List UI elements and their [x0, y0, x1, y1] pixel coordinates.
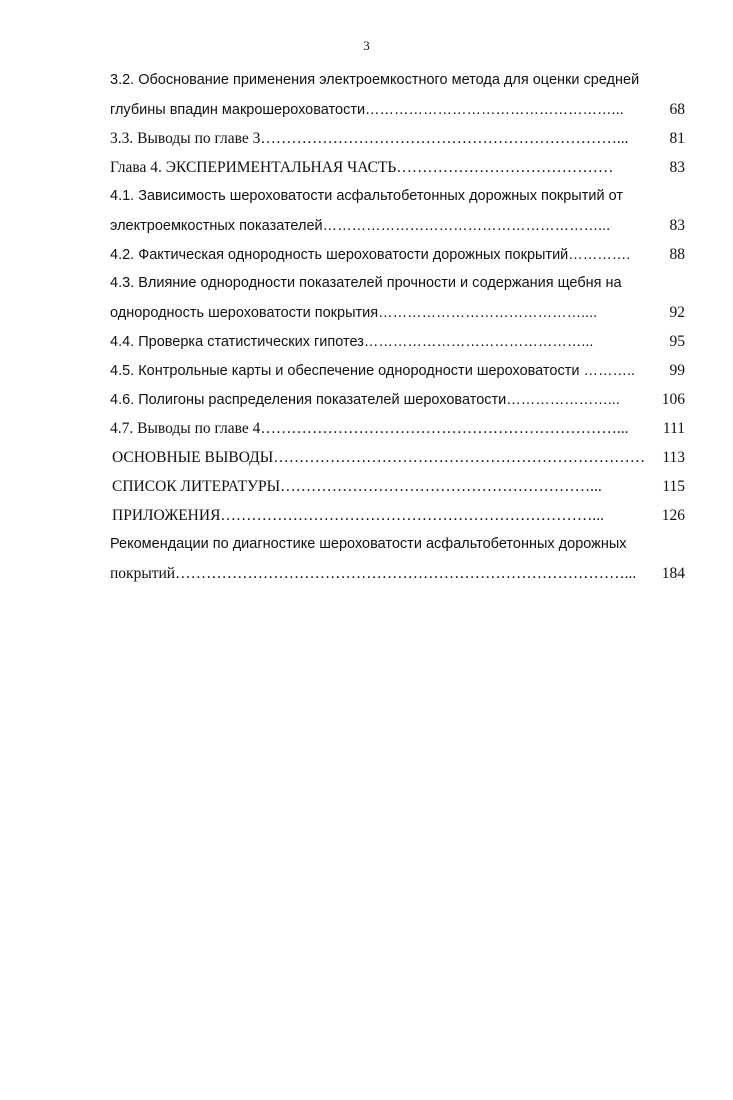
toc-entry-text: Рекомендации по диагностике шероховатости асфальтобетонных дорожных [110, 536, 627, 552]
toc-entry-4-6 [110, 385, 685, 414]
toc-entry-page: 68 [669, 101, 685, 118]
toc-entry-text: 3.2. Обоснование применения электроемкостного метода для оценки средней [110, 72, 640, 88]
toc-entry-page: 106 [661, 391, 685, 408]
toc-entry-3-3 [110, 124, 685, 153]
toc-entry-text: покрытий……………………………………………………………………………... [110, 565, 637, 582]
toc-entry-text: 4.2. Фактическая однородность шероховатости дорожных покрытий…………. [110, 247, 631, 263]
toc-entry-text: 4.4. Проверка статистических гипотез………………………………………... [110, 334, 594, 350]
toc-entry-appendices [110, 501, 685, 530]
toc-entry-recommendations-line-1 [110, 530, 685, 559]
toc-entry-text: 3.3. Выводы по главе 3……………………………………………………………... [110, 130, 629, 147]
toc-entry-recommendations-line-2 [110, 559, 685, 588]
toc-entry-3-2-line-2 [110, 95, 685, 124]
toc-entry-page: 83 [669, 159, 685, 176]
toc-entry-text: 4.1. Зависимость шероховатости асфальтобетонных дорожных покрытий от [110, 188, 623, 204]
toc-entry-chapter-4 [110, 153, 685, 182]
toc-entry-4-1-line-2 [110, 211, 685, 240]
toc-entry-references [110, 472, 685, 501]
toc-entry-page: 184 [661, 565, 685, 582]
toc-entry-text: 4.5. Контрольные карты и обеспечение однородности шероховатости ……….. [110, 363, 636, 379]
toc-entry-page: 115 [662, 478, 685, 495]
toc-entry-text: однородность шероховатости покрытия…………………………………….... [110, 305, 598, 321]
toc-entry-text: глубины впадин макрошероховатости……………………………………………... [110, 102, 624, 118]
toc-entry-text: 4.6. Полигоны распределения показателей шероховатости…………………... [110, 392, 620, 408]
toc-entry-main-conclusions [110, 443, 685, 472]
toc-entry-page: 92 [669, 304, 685, 321]
toc-entry-page: 126 [661, 507, 685, 524]
toc-entry-page: 88 [669, 246, 685, 263]
toc-entry-4-5 [110, 356, 685, 385]
toc-entry-text: СПИСОК ЛИТЕРАТУРЫ……………………………………………………... [112, 478, 602, 495]
toc-entry-text: 4.3. Влияние однородности показателей прочности и содержания щебня на [110, 275, 622, 291]
toc-entry-4-3-line-2 [110, 298, 685, 327]
toc-entry-page: 111 [662, 420, 685, 437]
toc-entry-4-2 [110, 240, 685, 269]
toc-entry-page: 113 [662, 449, 685, 466]
toc-entry-3-2-line-1 [110, 66, 685, 95]
toc-entry-page: 83 [669, 217, 685, 234]
toc-entry-text: ПРИЛОЖЕНИЯ………………………………………………………………... [112, 507, 605, 524]
toc-entry-4-7 [110, 414, 685, 443]
toc-entry-4-4 [110, 327, 685, 356]
toc-entry-text: электроемкостных показателей…………………………………………………... [110, 218, 611, 234]
toc-entry-4-1-line-1 [110, 182, 685, 211]
toc-entry-page: 81 [669, 130, 685, 147]
table-of-contents [110, 66, 685, 588]
toc-entry-text: ОСНОВНЫЕ ВЫВОДЫ……………………………………………………………… [112, 449, 645, 466]
toc-entry-text: 4.7. Выводы по главе 4……………………………………………………………... [110, 420, 629, 437]
toc-entry-4-3-line-1 [110, 269, 685, 298]
toc-entry-text: Глава 4. ЭКСПЕРИМЕНТАЛЬНАЯ ЧАСТЬ…………………………………… [110, 159, 614, 176]
toc-entry-page: 99 [669, 362, 685, 379]
toc-entry-page: 95 [669, 333, 685, 350]
page-number: 3 [363, 38, 370, 53]
